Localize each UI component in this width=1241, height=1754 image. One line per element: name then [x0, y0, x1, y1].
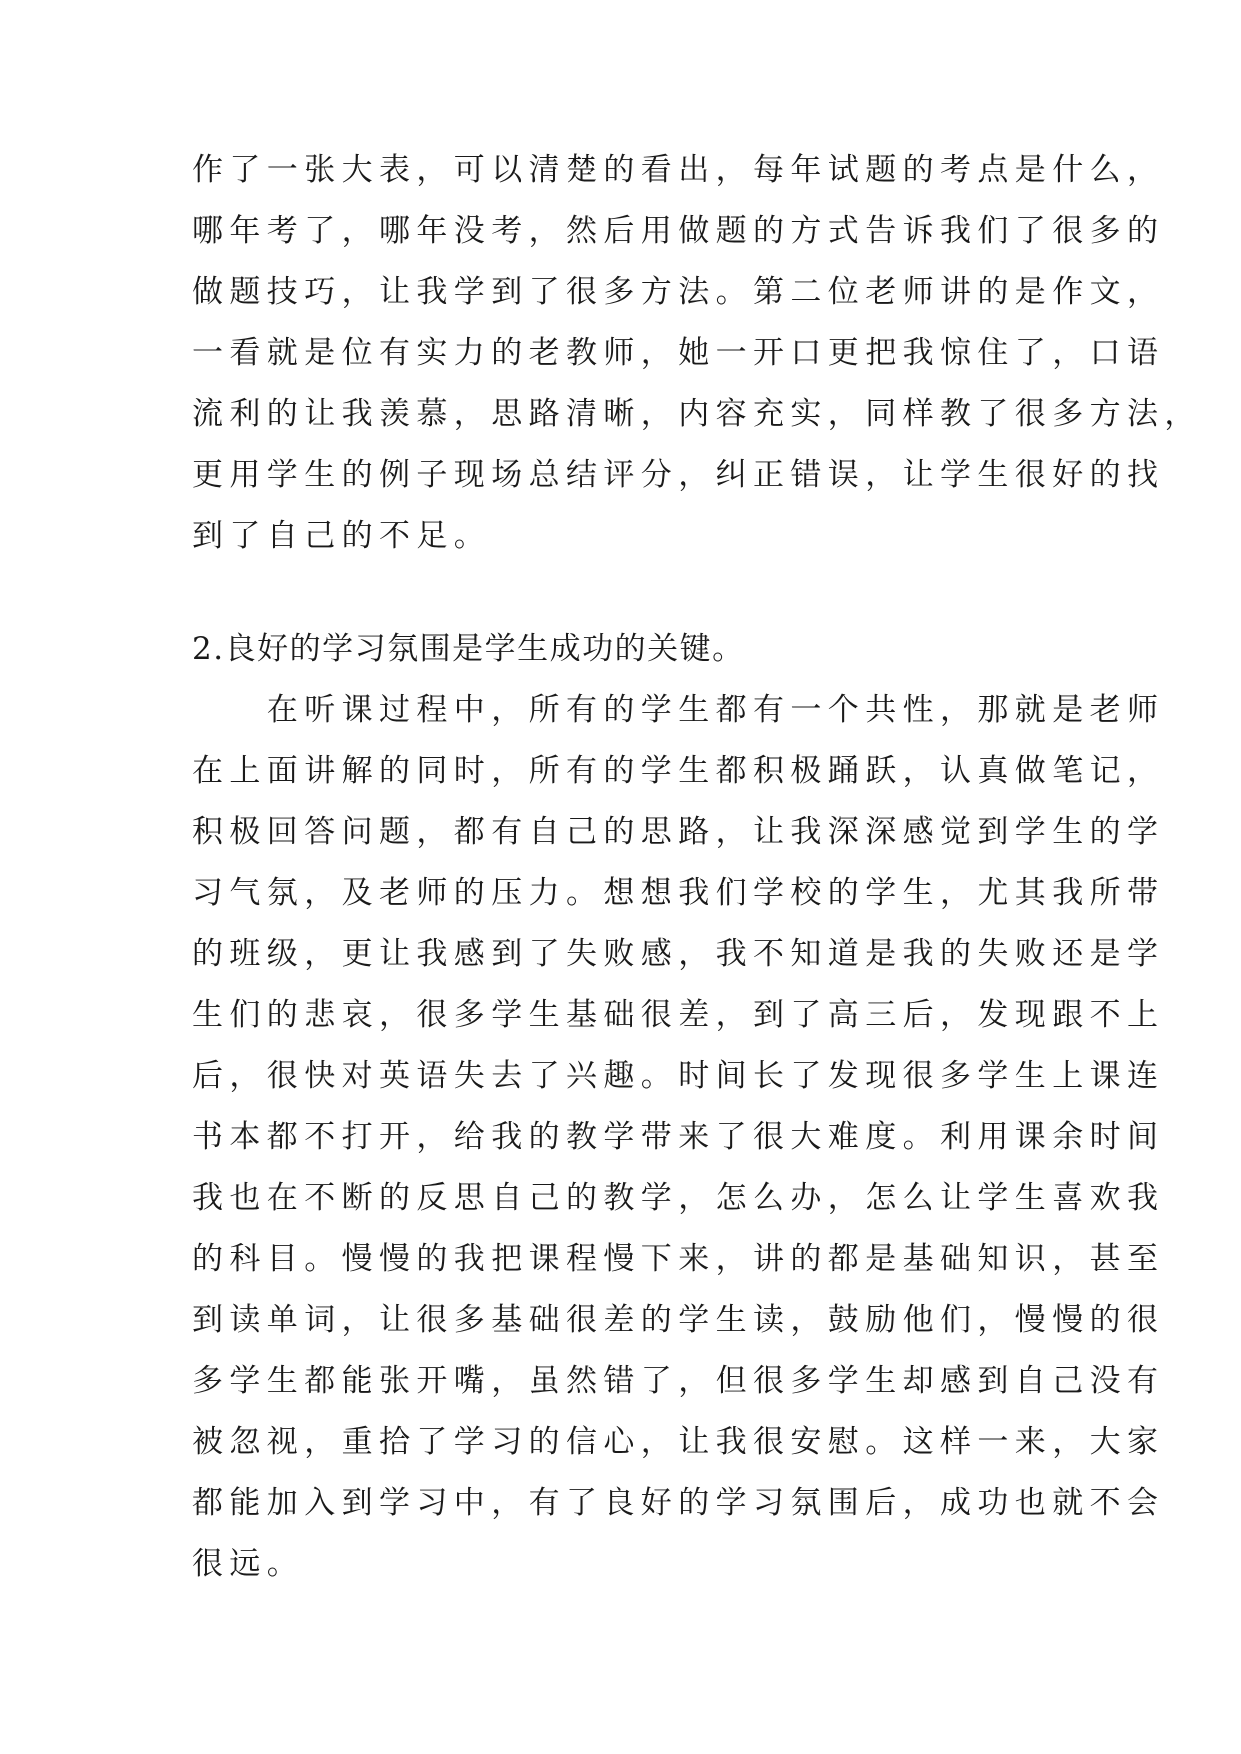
paragraph-2-line: 的班级，更让我感到了失败感，我不知道是我的失败还是学 — [192, 936, 1165, 972]
paragraph-1-line: 一看就是位有实力的老教师，她一开口更把我惊住了，口语 — [192, 335, 1165, 371]
paragraph-2-line: 到读单词，让很多基础很差的学生读，鼓励他们，慢慢的很 — [192, 1302, 1165, 1338]
paragraph-1-line: 哪年考了，哪年没考，然后用做题的方式告诉我们了很多的 — [192, 213, 1165, 249]
paragraph-1-line: 做题技巧，让我学到了很多方法。第二位老师讲的是作文， — [192, 274, 1165, 310]
paragraph-2-line: 的科目。慢慢的我把课程慢下来，讲的都是基础知识，甚至 — [192, 1241, 1165, 1277]
paragraph-2-line: 生们的悲哀，很多学生基础很差，到了高三后，发现跟不上 — [192, 997, 1165, 1033]
paragraph-2-line: 在听课过程中，所有的学生都有一个共性，那就是老师 — [192, 692, 1165, 728]
paragraph-2-line: 后，很快对英语失去了兴趣。时间长了发现很多学生上课连 — [192, 1058, 1165, 1094]
paragraph-1-line: 到了自己的不足。 — [192, 518, 492, 554]
paragraph-2-line: 都能加入到学习中，有了良好的学习氛围后，成功也就不会 — [192, 1485, 1165, 1521]
paragraph-2-line: 积极回答问题，都有自己的思路，让我深深感觉到学生的学 — [192, 814, 1165, 850]
paragraph-2-line: 很远。 — [192, 1546, 305, 1582]
paragraph-2-line: 在上面讲解的同时，所有的学生都积极踊跃，认真做笔记， — [192, 753, 1165, 789]
paragraph-2-line: 被忽视，重拾了学习的信心，让我很安慰。这样一来，大家 — [192, 1424, 1165, 1460]
paragraph-2-line: 多学生都能张开嘴，虽然错了，但很多学生却感到自己没有 — [192, 1363, 1165, 1399]
paragraph-1-line: 更用学生的例子现场总结评分，纠正错误，让学生很好的找 — [192, 457, 1165, 493]
paragraph-2-line: 书本都不打开，给我的教学带来了很大难度。利用课余时间 — [192, 1119, 1165, 1155]
paragraph-2-line: 习气氛，及老师的压力。想想我们学校的学生，尤其我所带 — [192, 875, 1165, 911]
section-heading: 2.良好的学习氛围是学生成功的关键。 — [192, 631, 745, 667]
paragraph-1-line: 流利的让我羡慕，思路清晰，内容充实，同样教了很多方法， — [192, 396, 1202, 432]
paragraph-1-line: 作了一张大表，可以清楚的看出，每年试题的考点是什么， — [192, 152, 1165, 188]
paragraph-2-line: 我也在不断的反思自己的教学，怎么办，怎么让学生喜欢我 — [192, 1180, 1165, 1216]
